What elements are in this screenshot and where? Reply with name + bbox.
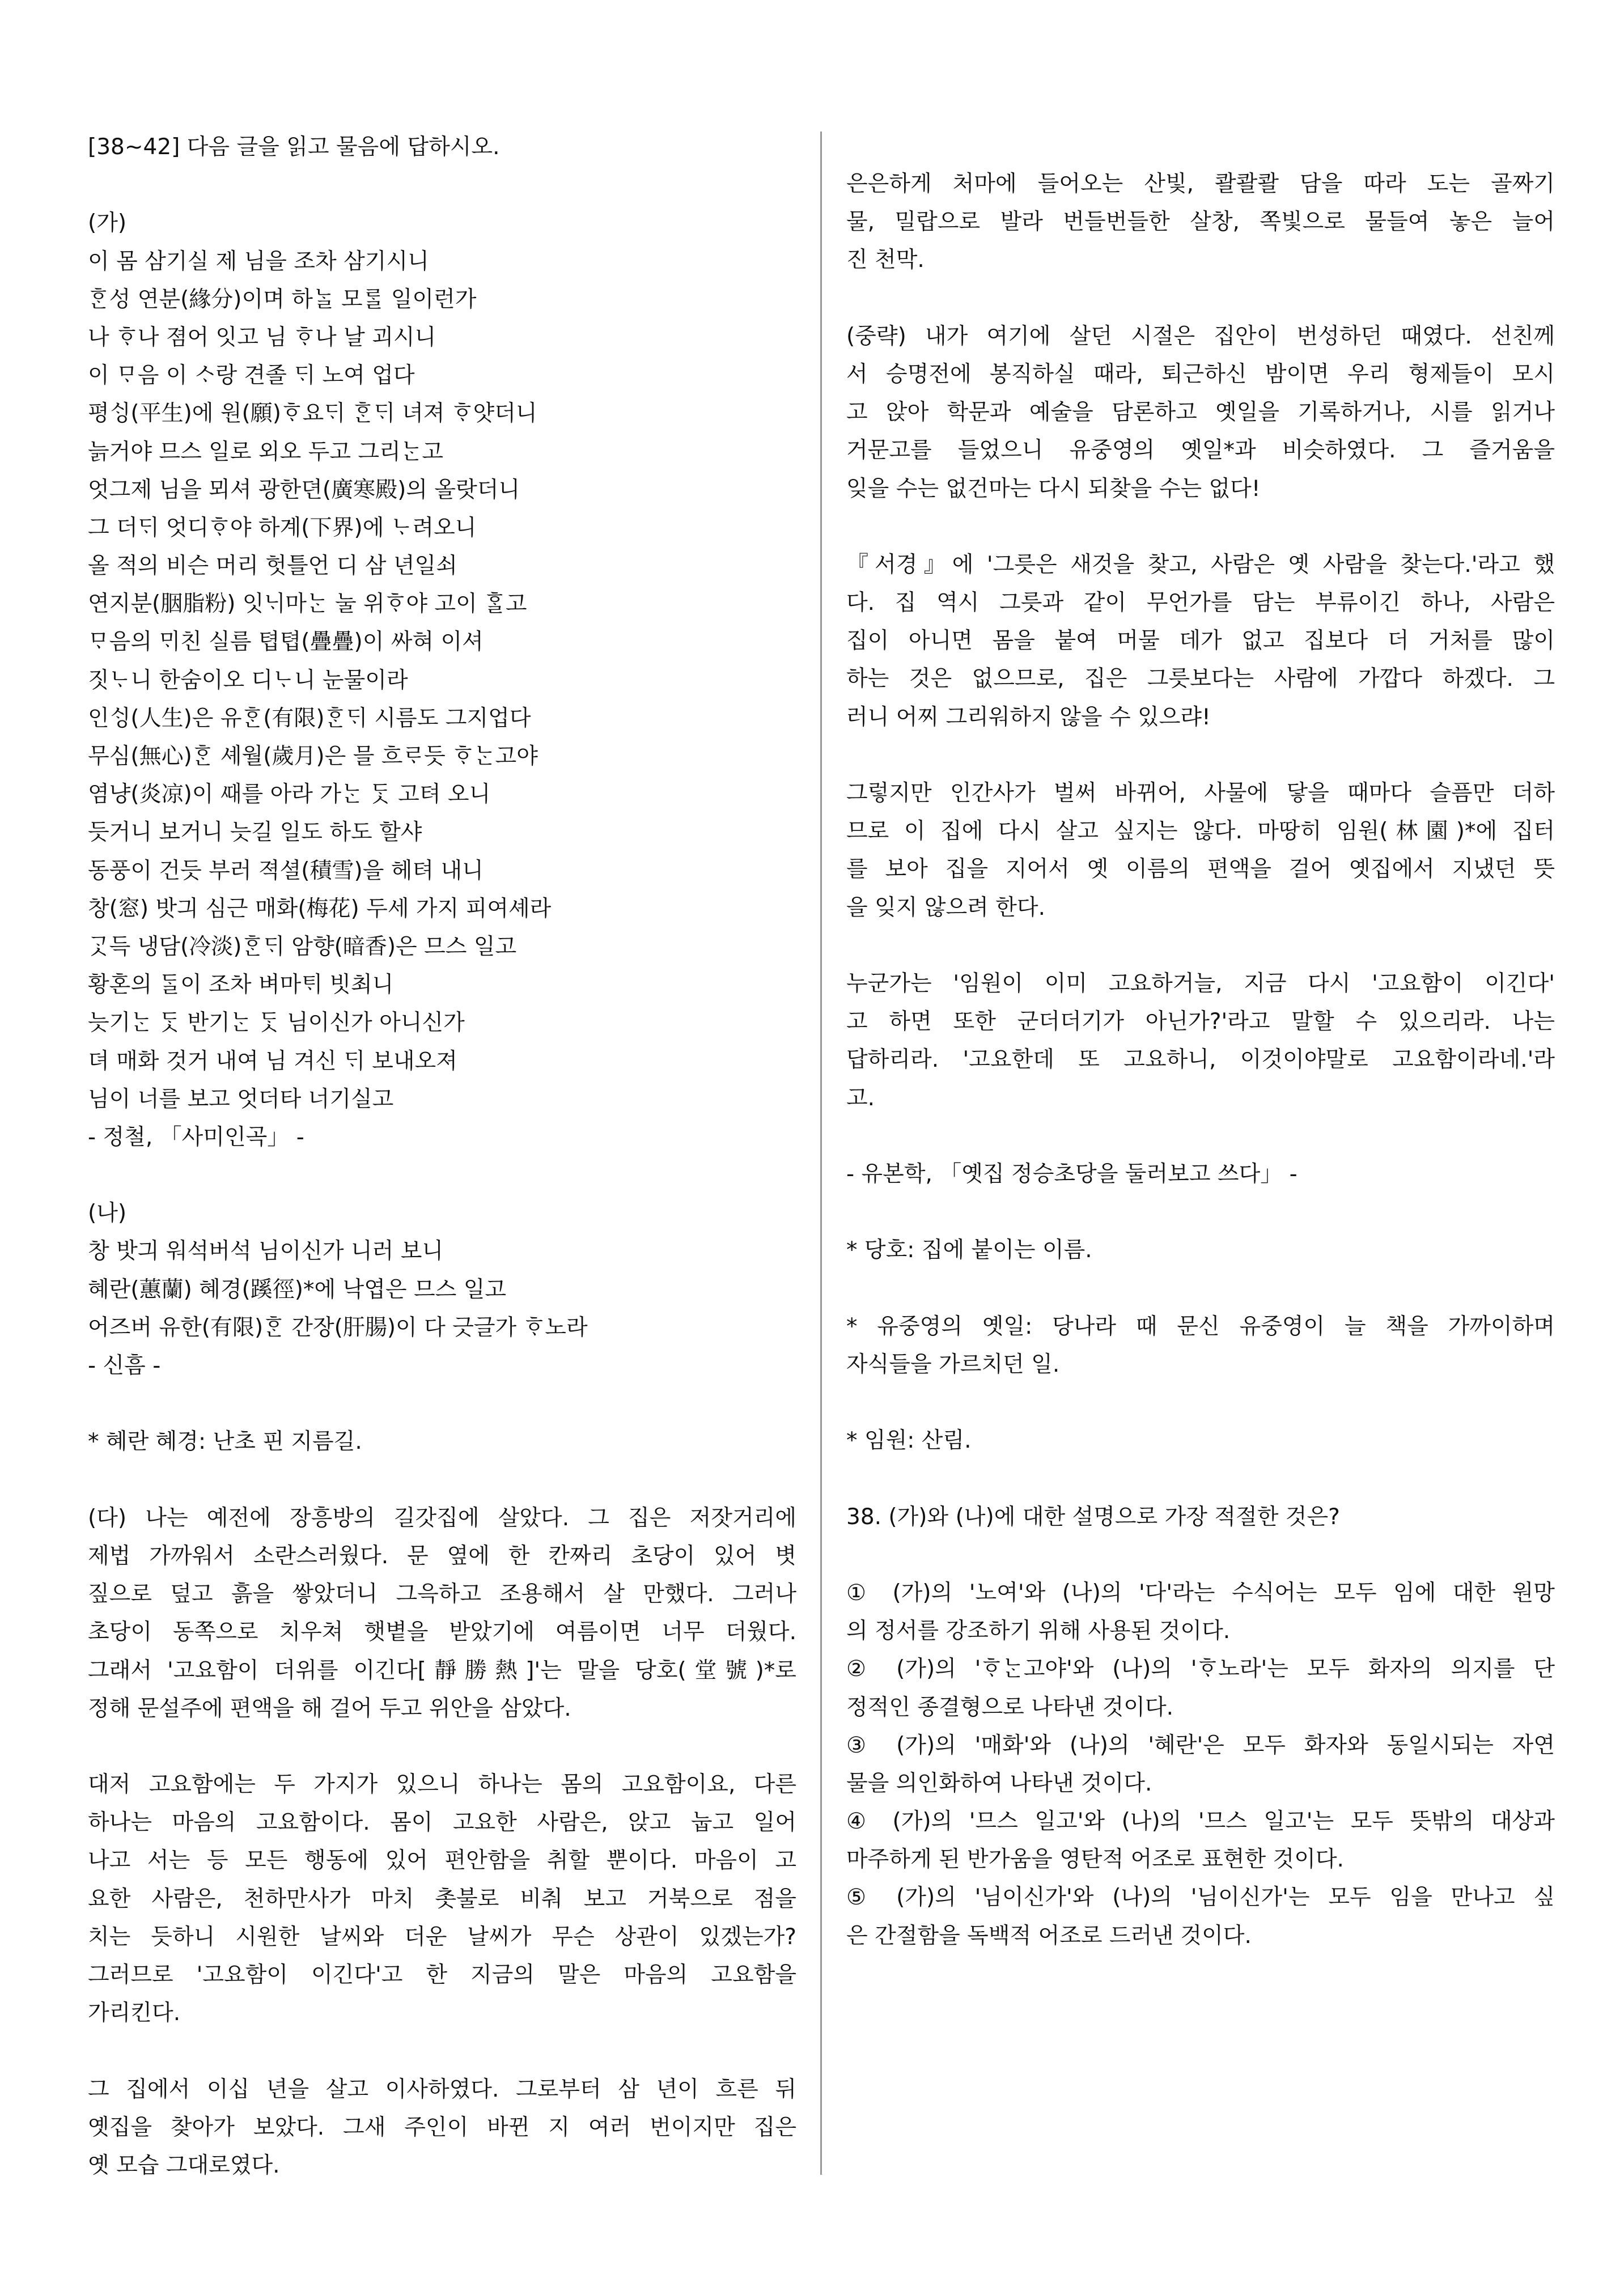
text-line: ᄒᆞᆫ성 연분(緣分)이며 하ᄂᆞᆯ 모ᄅᆞᆯ 일이런가 [88,286,477,312]
text-line: 『서경』에 '그릇은 새것을 찾고, 사람은 옛 사람을 찾는다.'라고 했 [846,552,1555,578]
column-divider [820,131,822,2175]
text-line: - 유본학, 「옛집 정승초당을 둘러보고 쓰다」 - [846,1161,1297,1187]
text-line: 서 승명전에 봉직하실 때라, 퇴근하신 밤이면 우리 형제들이 모시 [846,361,1555,387]
prose-block [846,965,1555,1117]
text-line: 인ᄉᆡᆼ(人生)은 유ᄒᆞᆫ(有限)ᄒᆞᆫᄃᆡ 시름도 그지업다 [88,705,531,731]
blank-line [846,1536,1555,1574]
text-line: 고 하면 또한 군더더기가 아닌가?'라고 말할 수 있으리라. 나는 [846,1009,1555,1035]
blank-line [88,1156,796,1194]
text-line: 듯거니 보거니 늣길 일도 하도 할샤 [88,820,422,846]
text-line: 대저 고요함에는 두 가지가 있으니 하나는 몸의 고요함이요, 다른 [88,1772,796,1798]
text-line: 엇그제 님을 뫼셔 광한뎐(廣寒殿)의 올랏더니 [88,477,520,503]
text-line: 늣기ᄂᆞᆫ ᄃᆞᆺ 반기ᄂᆞᆫ ᄃᆞᆺ 님이신가 아니신가 [88,1010,465,1036]
text-line: 고. [846,1085,875,1111]
blank-line [88,1385,796,1423]
choice-line[interactable]: 마주하게 된 반가움을 영탄적 어조로 표현한 것이다. [846,1847,1344,1873]
text-line: 진 천막. [846,247,925,273]
text-line: 거문고를 들었으니 유중영의 옛일*과 비슷하였다. 그 즐거움을 [846,438,1555,464]
text-line: (나) [88,1200,127,1227]
prose-block [846,317,1555,508]
text-line: * 임원: 산림. [846,1428,972,1454]
blank-line [846,1384,1555,1422]
text-line: 집이 아니면 몸을 붙여 머물 데가 없고 집보다 더 거처를 많이 [846,628,1555,654]
prose-block [846,165,1555,279]
blank-line [846,508,1555,546]
text-line: 황혼의 ᄃᆞᆯ이 조차 벼마ᄐᆡ 빗최니 [88,972,394,998]
prose-block [846,774,1555,927]
choice-line[interactable]: ③ (가)의 '매화'와 (나)의 '혜란'은 모두 화자와 동일시되는 자연 [846,1732,1555,1758]
text-line: 옛 모습 그대로였다. [88,2152,280,2178]
prose-block [88,2071,796,2185]
text-line: 올 적의 비슨 머리 헛틀언 디 삼 년일쇠 [88,553,457,579]
text-line: (중략) 내가 여기에 살던 시절은 집안이 번성하던 때였다. 선친께 [846,323,1555,349]
choice-line[interactable]: 물을 의인화하여 나타낸 것이다. [846,1770,1152,1796]
choice-line[interactable]: 정적인 종결형으로 나타낸 것이다. [846,1694,1174,1720]
left-column [88,128,796,2184]
note-block [846,1231,1555,1269]
heading-block [88,128,796,166]
text-line: 치는 듯하니 시원한 날씨와 더운 날씨가 무슨 상관이 있겠는가? [88,1924,796,1950]
text-line: * 당호: 집에 붙이는 이름. [846,1237,1092,1263]
text-line: 그렇지만 인간사가 벌써 바뀌어, 사물에 닿을 때마다 슬픔만 더하 [846,780,1555,806]
text-line: 물, 밀랍으로 발라 번들번들한 살창, 쪽빛으로 물들여 놓은 늘어 [846,209,1555,235]
text-line: 고 앉아 학문과 예술을 담론하고 옛일을 기록하거나, 시를 읽거나 [846,400,1555,426]
blank-line [88,2032,796,2070]
text-line: 이 몸 삼기실 제 님을 조차 삼기시니 [88,248,429,274]
blank-line [88,166,796,204]
blank-line [846,736,1555,774]
note-block [846,1422,1555,1460]
text-line: 혜란(蕙蘭) 혜경(蹊徑)*에 낙엽은 므스 일고 [88,1276,507,1303]
text-line: 누군가는 '임원이 이미 고요하거늘, 지금 다시 '고요함이 이긴다' [846,970,1555,996]
text-line: 뎌 매화 것거 내여 님 겨신 ᄃᆡ 보내오져 [88,1048,457,1074]
text-line: 무심(無心)ᄒᆞᆫ 셰월(歲月)은 믈 흐ᄅᆞ듯 ᄒᆞᄂᆞᆫ고야 [88,744,538,769]
text-line: 를 보아 집을 지어서 옛 이름의 편액을 걸어 옛집에서 지냈던 뜻 [846,856,1555,883]
blank-line [846,1117,1555,1155]
heading-block [846,1498,1555,1536]
text-line: 그 더ᄃᆡ 엇디ᄒᆞ야 하계(下界)에 ᄂᆞ려오니 [88,515,477,541]
text-line: 늙거야 므스 일로 외오 두고 그리ᄂᆞᆫ고 [88,439,444,465]
blank-line [846,927,1555,965]
text-line: 이 ᄆᆞ음 이 ᄉᆞ랑 견졸 ᄃᆡ 노여 업다 [88,363,415,389]
text-line: 나고 서는 등 모든 행동에 있어 편안함을 취할 뿐이다. 마음이 고 [88,1848,796,1874]
choice-line[interactable]: ④ (가)의 '므스 일고'와 (나)의 '므스 일고'는 모두 뜻밖의 대상과 [846,1809,1555,1835]
text-line: 을 잊지 않으려 한다. [846,894,1045,920]
note-block [846,1155,1555,1193]
text-line: - 신흠 - [88,1353,161,1378]
right-column [846,165,1555,1955]
text-line: 님이 너를 보고 엇더타 너기실고 [88,1086,394,1112]
text-line: 러니 어찌 그리워하지 않을 수 있으랴! [846,704,1211,730]
text-line: 나 ᄒᆞ나 졈어 잇고 님 ᄒᆞ나 날 괴시니 [88,324,436,350]
text-line: 짚으로 덮고 흙을 쌓았더니 그윽하고 조용해서 살 만했다. 그러나 [88,1581,796,1607]
blank-line [88,1728,796,1766]
text-line: 어즈버 유한(有限)ᄒᆞᆫ 간장(肝腸)이 다 긋글가 ᄒᆞ노라 [88,1314,588,1340]
text-line: (다) 나는 예전에 장흥방의 길갓집에 살았다. 그 집은 저잣거리에 [88,1505,796,1531]
text-line: 평ᄉᆡᆼ(平生)에 원(願)ᄒᆞ요ᄃᆡ ᄒᆞᆫᄃᆡ 녀져 ᄒᆞ얏더니 [88,401,537,427]
text-line: 가리킨다. [88,2000,181,2026]
text-line: 정해 문설주에 편액을 해 걸어 두고 위안을 삼았다. [88,1695,571,1721]
text-line: 자식들을 가르치던 일. [846,1351,1060,1377]
prose-block [88,1766,796,2032]
prose-block [846,1308,1555,1384]
blank-line [88,1461,796,1499]
text-line: * 혜란 혜경: 난초 핀 지름길. [88,1429,362,1455]
text-line: 요한 사람은, 천하만사가 마치 촛불로 비춰 보고 거북으로 점을 [88,1886,796,1912]
choice-line[interactable]: ⑤ (가)의 '님이신가'와 (나)의 '님이신가'는 모두 임을 만나고 싶 [846,1885,1555,1911]
note-block [88,1423,796,1461]
text-line: ᄀᆞᆺ득 냉담(冷淡)ᄒᆞᆫᄃᆡ 암향(暗香)은 므스 일고 [88,934,517,960]
text-line: (가) [88,210,127,236]
text-line: 은은하게 처마에 들어오는 산빛, 콸콸콸 담을 따라 도는 골짜기 [846,171,1555,197]
text-line: ᄆᆞ음의 ᄆᆡ친 실름 텹텹(疊疊)이 싸혀 이셔 [88,629,484,655]
choice-line[interactable]: 의 정서를 강조하기 위해 사용된 것이다. [846,1618,1231,1644]
text-line: 옛집을 찾아가 보았다. 그새 주인이 바뀐 지 여러 번이지만 집은 [88,2114,796,2140]
answer-choices [846,1574,1555,1955]
text-line: 므로 이 집에 다시 살고 싶지는 않다. 마땅히 임원(林園)*에 집터 [846,818,1555,845]
text-line: 제법 가까워서 소란스러웠다. 문 옆에 한 칸짜리 초당이 있어 볏 [88,1543,796,1569]
choice-line[interactable]: 은 간절함을 독백적 어조로 드러낸 것이다. [846,1923,1252,1949]
text-line: 잊을 수는 없건마는 다시 되찾을 수는 없다! [846,476,1261,502]
prose-block [846,546,1555,736]
text-line: 짓ᄂᆞ니 한숨이오 디ᄂᆞ니 눈물이라 [88,667,408,693]
verse-block [88,1194,796,1385]
text-line: 하는 것은 없으므로, 집은 그릇보다는 사람에 가깝다 하겠다. 그 [846,666,1555,692]
text-line: * 유중영의 옛일: 당나라 때 문신 유중영이 늘 책을 가까이하며 [846,1313,1555,1339]
blank-line [846,1193,1555,1231]
choice-line[interactable]: ② (가)의 'ᄒᆞᄂᆞᆫ고야'와 (나)의 'ᄒᆞ노라'는 모두 화자의 의지를 단 [846,1656,1555,1682]
text-line: 동풍이 건듯 부러 젹셜(積雪)을 헤텨 내니 [88,858,484,884]
text-line: 창 밧긔 워석버석 님이신가 니러 보니 [88,1238,444,1265]
text-line: 다. 집 역시 그릇과 같이 무언가를 담는 부류이긴 하나, 사람은 [846,590,1555,616]
text-line: 38. (가)와 (나)에 대한 설명으로 가장 적절한 것은? [846,1504,1340,1530]
verse-block [88,204,796,1156]
text-line: 그 집에서 이십 년을 살고 이사하였다. 그로부터 삼 년이 흐른 뒤 [88,2076,796,2102]
text-line: [38~42] 다음 글을 읽고 물음에 답하시오. [88,134,500,160]
text-line: 그러므로 '고요함이 이긴다'고 한 지금의 말은 마음의 고요함을 [88,1962,796,1988]
text-line: 연지분(胭脂粉) 잇ᄂᆡ마ᄂᆞᆫ 눌 위ᄒᆞ야 고이 ᄒᆞᆯ고 [88,591,527,617]
text-line: 염냥(炎凉)이 ᄯᅢ를 아라 가ᄂᆞᆫ ᄃᆞᆺ 고텨 오니 [88,782,491,808]
text-line: - 정철, 「사미인곡」 - [88,1124,304,1150]
choice-line[interactable]: ① (가)의 '노여'와 (나)의 '다'라는 수식어는 모두 임에 대한 원망 [846,1580,1555,1606]
blank-line [846,1269,1555,1307]
text-line: 초당이 동쪽으로 치우쳐 햇볕을 받았기에 여름이면 너무 더웠다. [88,1619,796,1645]
text-line: 답하리라. '고요한데 또 고요하니, 이것이야말로 고요함이라네.'라 [846,1047,1555,1073]
prose-block [88,1499,796,1728]
text-line: 창(窓) 밧긔 심근 매화(梅花) 두세 가지 피여셰라 [88,896,552,922]
blank-line [846,1460,1555,1498]
text-line: 하나는 마음의 고요함이다. 몸이 고요한 사람은, 앉고 눕고 일어 [88,1810,796,1836]
text-line: 그래서 '고요함이 더위를 이긴다[靜勝熱]'는 말을 당호(堂號)*로 [88,1657,796,1683]
blank-line [846,279,1555,317]
